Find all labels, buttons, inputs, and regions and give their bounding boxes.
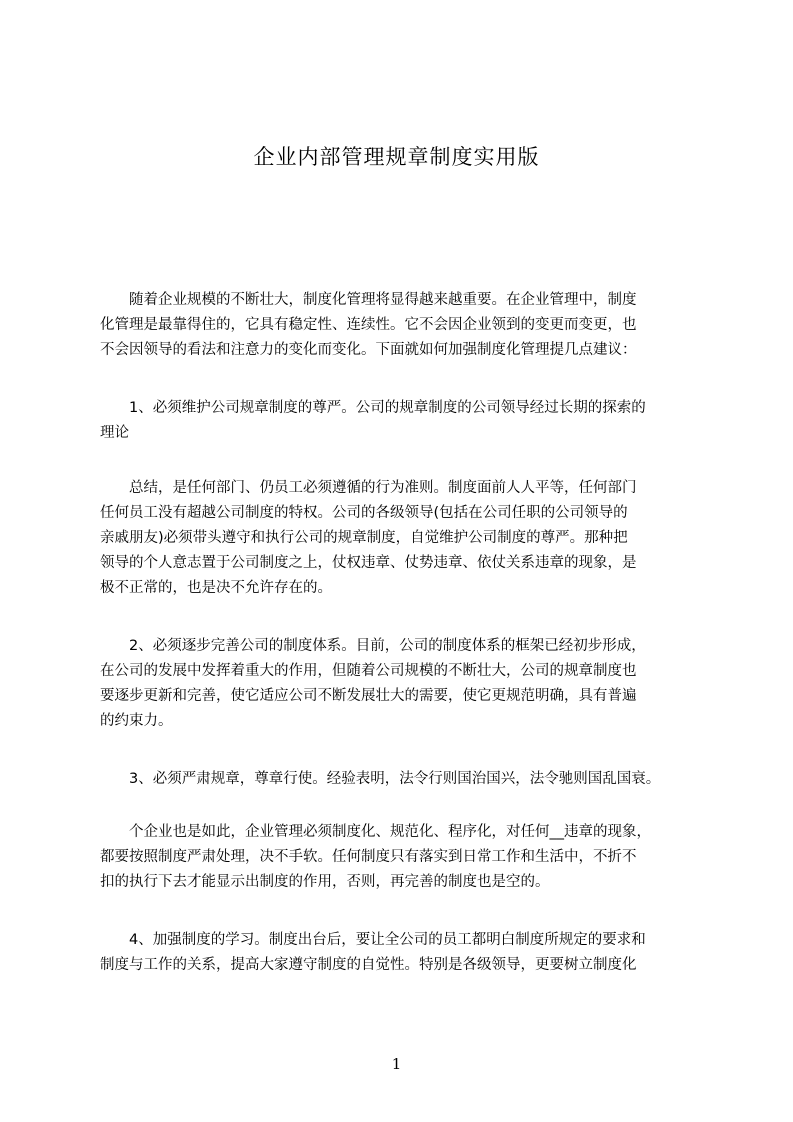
text-line: 亲戚朋友)必须带头遵守和执行公司的规章制度，自觉维护公司制度的尊严。那种把 <box>100 530 628 546</box>
text-line: 化管理是最靠得住的，它具有稳定性、连续性。它不会因企业领到的变更而变更，也 <box>100 317 637 333</box>
text-line: 制度与工作的关系，提高大家遵守制度的自觉性。特别是各级领导，更要树立制度化 <box>100 957 637 973</box>
paragraph-point-3-detail <box>100 820 704 895</box>
text-line: 个企业也是如此，企业管理必须制度化、规范化、程序化，对任何__违章的现象， <box>100 824 651 840</box>
paragraph-point-1-summary <box>100 476 704 601</box>
document-title: 企业内部管理规章制度实用版 <box>253 145 540 169</box>
text-line: 1、必须维护公司规章制度的尊严。公司的规章制度的公司领导经过长期的探索的 <box>100 400 646 416</box>
text-line: 在公司的发展中发挥着重大的作用，但随着公司规模的不断壮大，公司的规章制度也 <box>100 663 637 679</box>
text-line: 4、加强制度的学习。制度出台后，要让全公司的员工都明白制度所规定的要求和 <box>100 932 646 948</box>
text-line: 总结，是任何部门、仍员工必须遵循的行为准则。制度面前人人平等，任何部门 <box>100 480 637 496</box>
text-line: 任何员工没有超越公司制度的特权。公司的各级领导(包括在公司任职的公司领导的 <box>100 505 628 521</box>
text-line: 领导的个人意志置于公司制度之上，仗权违章、仗势违章、依仗关系违章的现象，是 <box>100 555 637 571</box>
paragraph-point-2 <box>100 634 704 734</box>
text-line: 扣的执行下去才能显示出制度的作用，否则，再完善的制度也是空的。 <box>100 874 550 890</box>
text-line: 2、必须逐步完善公司的制度体系。目前，公司的制度体系的框架已经初步形成， <box>100 638 646 654</box>
text-line: 都要按照制度严肃处理，决不手软。任何制度只有落实到日常工作和生活中，不折不 <box>100 849 637 865</box>
text-line: 要逐步更新和完善，使它适应公司不断发展壮大的需要，使它更规范明确，具有普遍 <box>100 688 637 704</box>
text-line: 随着企业规模的不断壮大，制度化管理将显得越来越重要。在企业管理中，制度 <box>100 292 637 308</box>
paragraph-point-3 <box>100 767 720 792</box>
page-number: 1 <box>391 1055 402 1073</box>
paragraph-point-4 <box>100 928 704 978</box>
paragraph-point-1 <box>100 396 704 446</box>
text-line: 理论 <box>100 425 129 441</box>
paragraph-intro <box>100 288 704 363</box>
text-line: 的约束力。 <box>100 713 173 729</box>
text-line: 不会因领导的看法和注意力的变化而变化。下面就如何加强制度化管理提几点建议： <box>100 342 637 358</box>
text-line: 3、必须严肃规章，尊章行使。经验表明，法令行则国治国兴，法令驰则国乱国衰。 <box>100 771 661 787</box>
text-line: 极不正常的，也是决不允许存在的。 <box>100 580 332 596</box>
